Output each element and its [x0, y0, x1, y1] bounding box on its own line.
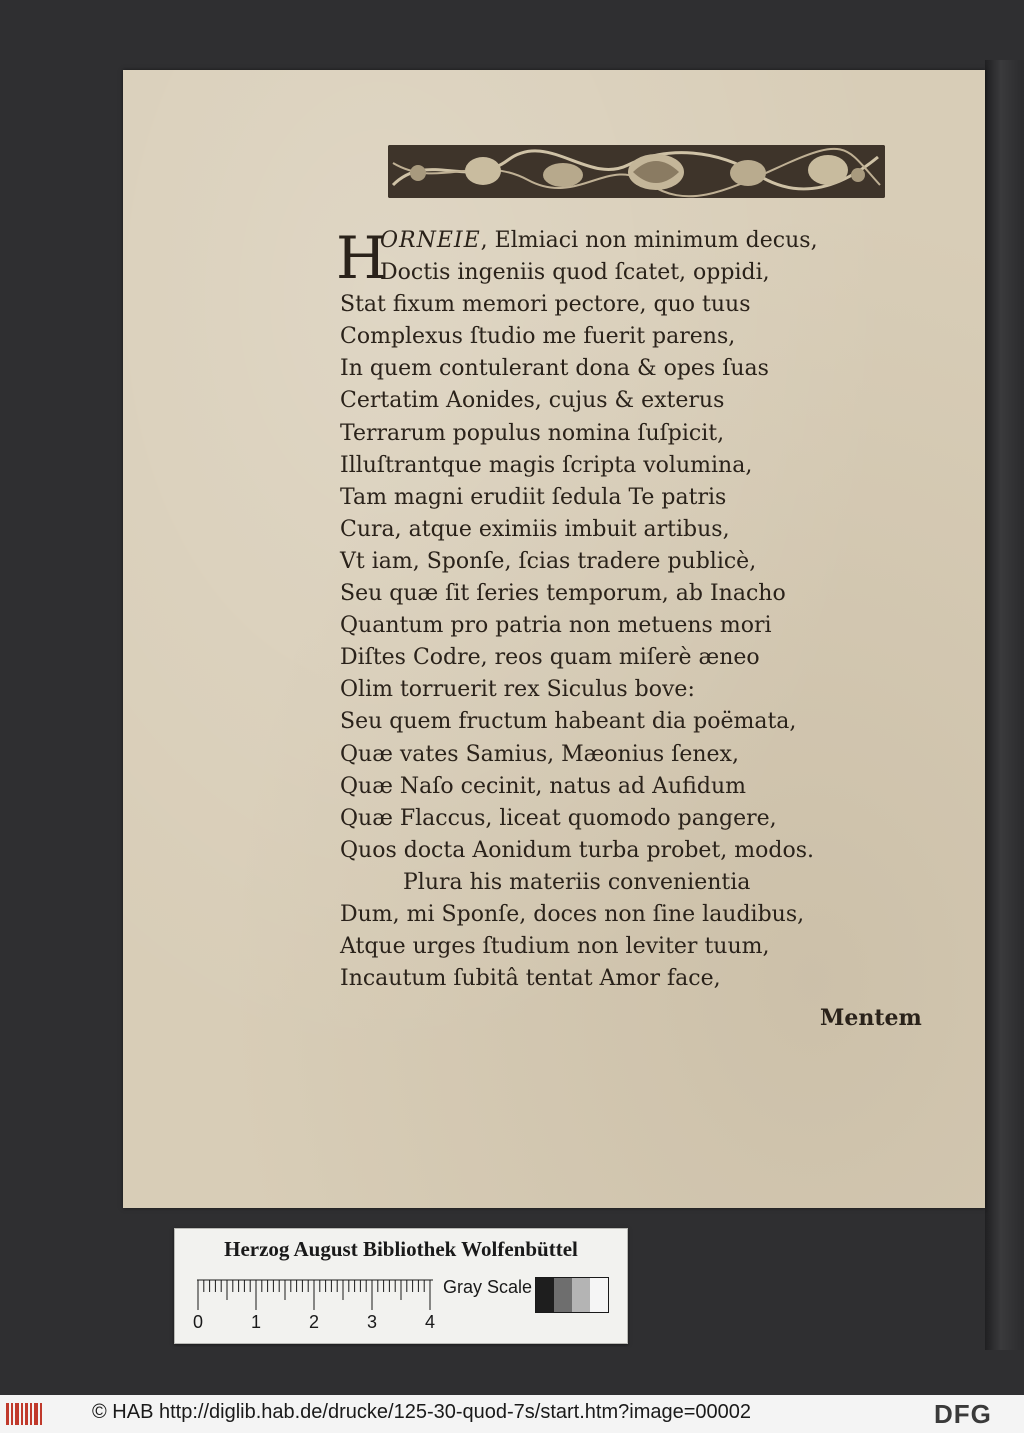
- poem-line: Dum, mi Sponſe, doces non ſine laudibus,: [340, 901, 805, 927]
- ruler-number: 3: [367, 1312, 378, 1332]
- ruler-number: 1: [251, 1312, 262, 1332]
- poem-line: Incautum ſubitâ tentat Amor face,: [340, 966, 721, 992]
- poem-text: [336, 224, 900, 995]
- dfg-logo: DFG: [934, 1399, 992, 1429]
- gray-swatch: [554, 1278, 572, 1312]
- ruler-number: 0: [193, 1312, 204, 1332]
- first-line-rest: , Elmiaci non minimum decus,: [480, 228, 818, 253]
- backdrop-book-edge: [985, 60, 1024, 1350]
- poem-line: Terrarum populus nomina ſuſpicit,: [340, 420, 725, 446]
- poem-line: Quos docta Aonidum turba probet, modos.: [340, 837, 814, 863]
- gray-swatch: [536, 1278, 554, 1312]
- footer-source-link[interactable]: © HAB http://diglib.hab.de/drucke/125-30-quod-7s/start.htm?image=00002: [92, 1401, 752, 1423]
- poem-line: Atque urges ſtudium non leviter tuum,: [340, 934, 770, 960]
- gray-scale-label: Gray Scale: [443, 1277, 533, 1297]
- catchword: Mentem: [820, 1005, 922, 1031]
- poem-line: Quæ Naſo cecinit, natus ad Aufidum: [340, 773, 746, 799]
- gray-swatch: [590, 1278, 608, 1312]
- footer-bar: [0, 1395, 1024, 1433]
- poem-line-1: [340, 225, 900, 257]
- poem-line: Stat fixum memori pectore, quo tuus: [340, 292, 751, 318]
- gray-swatch: [572, 1278, 590, 1312]
- poem-line: In quem contulerant dona & opes ſuas: [340, 356, 769, 382]
- poem-line: Tam magni erudiit ſedula Te patris: [340, 484, 727, 510]
- ornament-headpiece: [388, 145, 885, 198]
- poem-line: Cura, atque eximiis imbuit artibus,: [340, 516, 730, 542]
- poem-line: Doctis ingeniis quod ſcatet, oppidi,: [380, 260, 770, 286]
- scanned-page: [123, 70, 985, 1208]
- poem-line: Certatim Aonides, cujus & exterus: [340, 388, 725, 414]
- poem-line: Diſtes Codre, reos quam miſerè æneo: [340, 645, 760, 671]
- gray-scale-swatches: [535, 1277, 609, 1313]
- poem-line: Complexus ſtudio me fuerit parens,: [340, 324, 736, 350]
- ruler-scale: [197, 1279, 437, 1313]
- hab-barcode-icon: [6, 1401, 46, 1427]
- poem-line: Illuſtrantque magis ſcripta volumina,: [340, 452, 753, 478]
- poem-line-indented: Plura his materiis convenientia: [403, 869, 751, 895]
- ruler-number: 4: [425, 1312, 436, 1332]
- drop-cap: H: [336, 224, 387, 292]
- poem-line: Vt iam, Sponſe, ſcias tradere publicè,: [340, 548, 757, 574]
- calibration-card: [174, 1228, 628, 1344]
- first-word-smallcaps: ORNEIE: [380, 228, 481, 253]
- poem-line: Seu quæ ſit ſeries temporum, ab Inacho: [340, 581, 786, 607]
- ornament-graphic: [388, 145, 885, 198]
- ruler-number: 2: [309, 1312, 320, 1332]
- poem-line: Quæ Flaccus, liceat quomodo pangere,: [340, 805, 777, 831]
- card-title: Herzog August Bibliothek Wolfenbüttel: [224, 1237, 578, 1261]
- poem-line: Seu quem fructum habeant dia poëmata,: [340, 709, 797, 735]
- poem-line: Quæ vates Samius, Mæonius ſenex,: [340, 741, 739, 767]
- poem-line: Olim torruerit rex Siculus bove:: [340, 677, 695, 703]
- poem-line: Quantum pro patria non metuens mori: [340, 613, 772, 639]
